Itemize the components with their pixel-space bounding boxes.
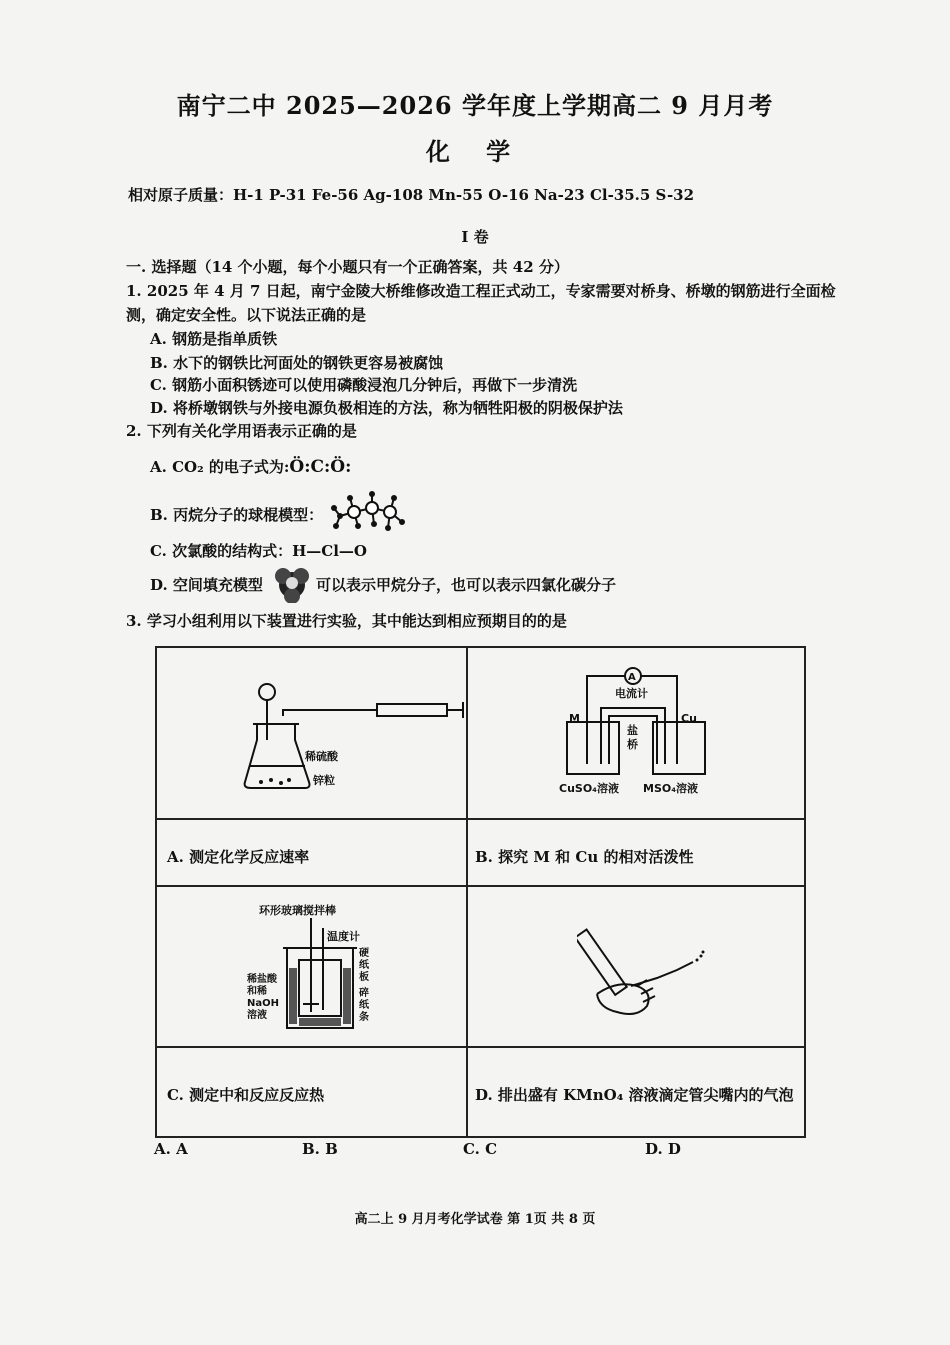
label-salt-bridge-1: 盐 (627, 724, 638, 737)
co2-electron-formula: Ö:C:Ö: (289, 457, 352, 477)
q2-stem: 2. 下列有关化学用语表示正确的是 (126, 422, 357, 440)
q3-answer-d: D. D (645, 1140, 681, 1158)
q2-option-c: C. 次氯酸的结构式：H—Cl—O (150, 542, 367, 560)
caption-d: D. 排出盛有 KMnO₄ 溶液滴定管尖嘴内的气泡 (475, 1086, 794, 1104)
page-footer: 高二上 9 月月考化学试卷 第 1页 共 8 页 (354, 1212, 596, 1227)
label-paper-2: 纸 (359, 1000, 369, 1011)
q3-stem: 3. 学习小组利用以下装置进行实验，其中能达到相应预期目的的是 (126, 612, 567, 630)
label-hcl-3: NaOH (247, 998, 279, 1009)
section-heading: 一. 选择题（14 个小题，每个小题只有一个正确答案，共 42 分） (126, 258, 569, 276)
label-electrode-m: M (569, 712, 580, 725)
label-thermometer: 温度计 (327, 930, 360, 943)
label-paper-3: 条 (359, 1012, 369, 1023)
label-mso4-solution: MSO₄溶液 (643, 782, 699, 795)
label-cardboard-3: 板 (359, 972, 369, 983)
q1-option-c: C. 钢筋小面积锈迹可以使用磷酸浸泡几分钟后，再做下一步清洗 (150, 376, 578, 394)
volume-label: I 卷 (461, 228, 489, 246)
caption-a: A. 测定化学反应速率 (167, 848, 310, 866)
caption-b: B. 探究 M 和 Cu 的相对活泼性 (475, 848, 694, 866)
q2-option-a-text: A. CO₂ 的电子式为: (150, 458, 290, 476)
q2-option-d-text1: D. 空间填充模型 (150, 576, 263, 594)
q2-option-d-text2: 可以表示甲烷分子，也可以表示四氯化碳分子 (316, 576, 617, 594)
diagram-reaction-rate (237, 654, 467, 804)
label-paper-1: 碎 (359, 988, 369, 999)
q1-option-a: A. 钢筋是指单质铁 (150, 330, 278, 348)
label-hcl-1: 稀盐酸 (247, 974, 277, 985)
apparatus-table (155, 646, 806, 1138)
q3-answer-c: C. C (463, 1140, 498, 1158)
diagram-burette-bubble (577, 910, 707, 1020)
label-cardboard-2: 纸 (359, 960, 369, 971)
label-stirrer: 环形玻璃搅拌棒 (259, 904, 336, 917)
exam-title: 南宁二中 2025—2026 学年度上学期高二 9 月月考 (176, 91, 774, 120)
q2-option-b: B. 丙烷分子的球棍模型： (150, 506, 324, 524)
space-filling-model-icon (272, 563, 312, 603)
q1-stem-line1: 1. 2025 年 4 月 7 日起，南宁金陵大桥维修改造工程正式动工，专家需要对桥身、桥墩的钢筋进行全面检 (126, 282, 836, 300)
table-divider-3 (157, 1046, 804, 1048)
label-cuso4-solution: CuSO₄溶液 (559, 782, 619, 795)
subject-title: 化 学 (425, 137, 525, 166)
q1-option-b: B. 水下的钢铁比河面处的钢铁更容易被腐蚀 (150, 354, 444, 372)
q3-answer-a: A. A (154, 1140, 188, 1158)
q1-stem-line2: 测，确定安全性。以下说法正确的是 (126, 306, 367, 324)
atomic-masses: 相对原子质量：H-1 P-31 Fe-56 Ag-108 Mn-55 O-16 Na-23 Cl-35.5 S-32 (128, 186, 695, 204)
ammeter-label: A (628, 672, 636, 683)
diagram-galvanic-cell (557, 664, 727, 804)
label-zinc-granules: 锌粒 (313, 774, 335, 787)
q2-option-a (150, 456, 351, 477)
label-salt-bridge-2: 桥 (627, 738, 638, 751)
label-cardboard-1: 硬 (359, 948, 369, 959)
label-electrode-cu: Cu (681, 712, 697, 725)
label-dilute-sulfuric-acid: 稀硫酸 (305, 750, 338, 763)
q3-answer-b: B. B (302, 1140, 338, 1158)
propane-ball-stick-model (328, 488, 408, 536)
diagram-calorimeter (247, 904, 377, 1044)
label-hcl-2: 和稀 (247, 986, 267, 997)
q1-option-d: D. 将桥墩钢铁与外接电源负极相连的方法，称为牺牲阳极的阴极保护法 (150, 399, 623, 417)
label-galvanometer: 电流计 (615, 687, 648, 700)
caption-c: C. 测定中和反应反应热 (167, 1086, 325, 1104)
table-divider-2 (157, 885, 804, 887)
label-hcl-4: 溶液 (247, 1010, 267, 1021)
table-divider-1 (157, 818, 804, 820)
